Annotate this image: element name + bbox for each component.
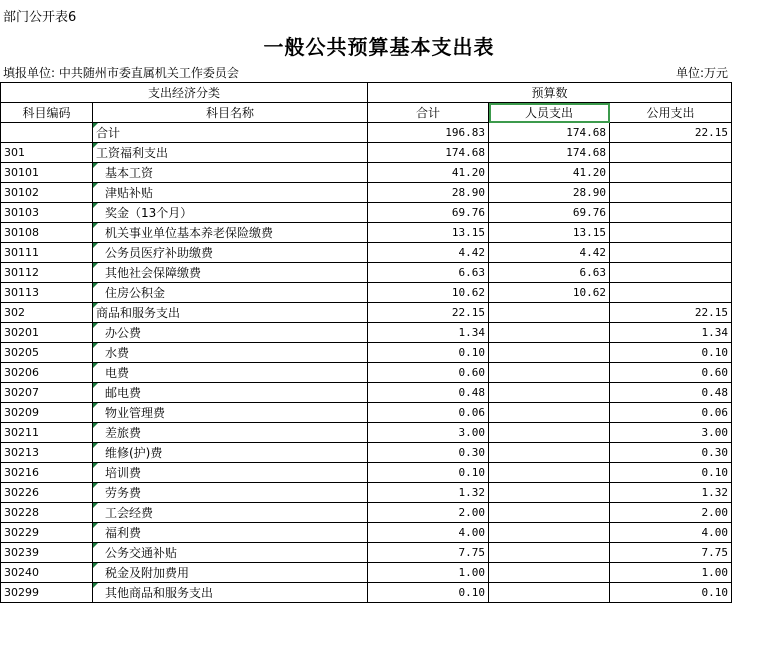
page-title: 一般公共预算基本支出表: [263, 35, 495, 59]
public-cell[interactable]: 22.15: [610, 303, 732, 323]
code-cell[interactable]: 30299: [1, 583, 93, 603]
total-cell[interactable]: 0.60: [368, 363, 489, 383]
code-cell[interactable]: 30239: [1, 543, 93, 563]
public-cell[interactable]: 0.10: [610, 343, 732, 363]
name-cell[interactable]: 住房公积金: [93, 283, 368, 303]
name-cell[interactable]: 水费: [93, 343, 368, 363]
total-cell[interactable]: 4.00: [368, 523, 489, 543]
public-cell[interactable]: [610, 263, 732, 283]
total-cell[interactable]: 0.30: [368, 443, 489, 463]
public-cell[interactable]: 1.34: [610, 323, 732, 343]
public-cell[interactable]: 0.06: [610, 403, 732, 423]
sheet-tag: 部门公开表6: [3, 10, 77, 25]
table-row: [1, 403, 732, 423]
table-row: [1, 463, 732, 483]
header-classification[interactable]: 支出经济分类: [1, 83, 368, 103]
public-cell[interactable]: 0.60: [610, 363, 732, 383]
public-cell[interactable]: 4.00: [610, 523, 732, 543]
code-cell[interactable]: 30226: [1, 483, 93, 503]
name-cell[interactable]: 税金及附加费用: [93, 563, 368, 583]
table-row: [1, 523, 732, 543]
table-row: [1, 263, 732, 283]
header-code[interactable]: 科目编码: [1, 103, 93, 123]
total-cell[interactable]: 6.63: [368, 263, 489, 283]
total-cell[interactable]: 1.00: [368, 563, 489, 583]
header-total[interactable]: 合计: [368, 103, 489, 123]
personnel-cell[interactable]: 41.20: [489, 163, 610, 183]
name-cell[interactable]: 公务员医疗补助缴费: [93, 243, 368, 263]
name-cell[interactable]: 奖金（13个月）: [93, 203, 368, 223]
name-cell[interactable]: 商品和服务支出: [93, 303, 368, 323]
public-cell[interactable]: [610, 203, 732, 223]
name-cell[interactable]: 工资福利支出: [93, 143, 368, 163]
header-public[interactable]: 公用支出: [610, 103, 732, 123]
personnel-cell[interactable]: 174.68: [489, 143, 610, 163]
reporting-unit: 填报单位: 中共随州市委直属机关工作委员会: [3, 66, 239, 80]
name-cell[interactable]: 其他社会保障缴费: [93, 263, 368, 283]
code-cell[interactable]: 30207: [1, 383, 93, 403]
name-cell[interactable]: 福利费: [93, 523, 368, 543]
personnel-cell[interactable]: [489, 443, 610, 463]
name-cell[interactable]: 差旅费: [93, 423, 368, 443]
name-cell[interactable]: 培训费: [93, 463, 368, 483]
name-cell[interactable]: 其他商品和服务支出: [93, 583, 368, 603]
personnel-cell[interactable]: 69.76: [489, 203, 610, 223]
personnel-cell[interactable]: [489, 383, 610, 403]
public-cell[interactable]: [610, 243, 732, 263]
name-cell[interactable]: 维修(护)费: [93, 443, 368, 463]
code-cell[interactable]: 30112: [1, 263, 93, 283]
code-cell[interactable]: 30111: [1, 243, 93, 263]
personnel-cell[interactable]: 13.15: [489, 223, 610, 243]
public-cell[interactable]: [610, 143, 732, 163]
table-row: [1, 323, 732, 343]
public-cell[interactable]: 3.00: [610, 423, 732, 443]
table-row: [1, 503, 732, 523]
total-cell[interactable]: 22.15: [368, 303, 489, 323]
table-row: [1, 383, 732, 403]
personnel-cell[interactable]: [489, 543, 610, 563]
table-row: [1, 543, 732, 563]
code-cell[interactable]: 30201: [1, 323, 93, 343]
personnel-cell[interactable]: [489, 483, 610, 503]
code-cell[interactable]: 30206: [1, 363, 93, 383]
public-cell[interactable]: [610, 183, 732, 203]
code-cell[interactable]: [1, 123, 93, 143]
name-cell[interactable]: 电费: [93, 363, 368, 383]
personnel-cell[interactable]: [489, 343, 610, 363]
name-cell[interactable]: 工会经费: [93, 503, 368, 523]
code-cell[interactable]: 301: [1, 143, 93, 163]
public-cell[interactable]: [610, 283, 732, 303]
code-cell[interactable]: 30211: [1, 423, 93, 443]
personnel-cell[interactable]: 4.42: [489, 243, 610, 263]
personnel-cell[interactable]: [489, 423, 610, 443]
personnel-cell[interactable]: [489, 523, 610, 543]
table-row: [1, 583, 732, 603]
total-cell[interactable]: 2.00: [368, 503, 489, 523]
name-cell[interactable]: 基本工资: [93, 163, 368, 183]
personnel-cell[interactable]: [489, 303, 610, 323]
total-cell[interactable]: 4.42: [368, 243, 489, 263]
header-budget[interactable]: 预算数: [368, 83, 732, 103]
code-cell[interactable]: 30209: [1, 403, 93, 423]
code-cell[interactable]: 30113: [1, 283, 93, 303]
public-cell[interactable]: 1.32: [610, 483, 732, 503]
code-cell[interactable]: 30102: [1, 183, 93, 203]
header-column-row: [1, 103, 732, 123]
personnel-cell[interactable]: [489, 323, 610, 343]
table-row: [1, 563, 732, 583]
name-cell[interactable]: 津贴补贴: [93, 183, 368, 203]
name-cell[interactable]: 公务交通补贴: [93, 543, 368, 563]
personnel-cell[interactable]: [489, 583, 610, 603]
personnel-cell[interactable]: [489, 563, 610, 583]
public-cell[interactable]: 0.10: [610, 463, 732, 483]
total-cell[interactable]: 1.34: [368, 323, 489, 343]
header-name[interactable]: 科目名称: [93, 103, 368, 123]
public-cell[interactable]: 2.00: [610, 503, 732, 523]
name-cell[interactable]: 办公费: [93, 323, 368, 343]
table-row: [1, 203, 732, 223]
budget-table: [0, 82, 732, 603]
total-cell[interactable]: 196.83: [368, 123, 489, 143]
table-row: [1, 123, 732, 143]
public-cell[interactable]: 7.75: [610, 543, 732, 563]
name-cell[interactable]: 合计: [93, 123, 368, 143]
personnel-cell[interactable]: [489, 503, 610, 523]
table-row: [1, 243, 732, 263]
total-cell[interactable]: 0.48: [368, 383, 489, 403]
table-row: [1, 443, 732, 463]
name-cell[interactable]: 邮电费: [93, 383, 368, 403]
personnel-cell[interactable]: 28.90: [489, 183, 610, 203]
table-row: [1, 163, 732, 183]
total-cell[interactable]: 69.76: [368, 203, 489, 223]
public-cell[interactable]: [610, 163, 732, 183]
personnel-cell[interactable]: [489, 363, 610, 383]
code-cell[interactable]: 30240: [1, 563, 93, 583]
total-cell[interactable]: 41.20: [368, 163, 489, 183]
public-cell[interactable]: 22.15: [610, 123, 732, 143]
code-cell[interactable]: 30229: [1, 523, 93, 543]
total-cell[interactable]: 0.06: [368, 403, 489, 423]
table-row: [1, 223, 732, 243]
total-cell[interactable]: 0.10: [368, 583, 489, 603]
public-cell[interactable]: 0.30: [610, 443, 732, 463]
code-cell[interactable]: 30216: [1, 463, 93, 483]
total-cell[interactable]: 0.10: [368, 343, 489, 363]
code-cell[interactable]: 30205: [1, 343, 93, 363]
table-row: [1, 143, 732, 163]
personnel-cell[interactable]: 10.62: [489, 283, 610, 303]
table-row: [1, 343, 732, 363]
table-row: [1, 423, 732, 443]
table-row: [1, 363, 732, 383]
header-group-row: [1, 83, 732, 103]
code-cell[interactable]: 30108: [1, 223, 93, 243]
personnel-cell[interactable]: 6.63: [489, 263, 610, 283]
table-row: [1, 483, 732, 503]
personnel-cell[interactable]: [489, 463, 610, 483]
total-cell[interactable]: 1.32: [368, 483, 489, 503]
total-cell[interactable]: 7.75: [368, 543, 489, 563]
currency-unit: 单位:万元: [675, 66, 728, 80]
table-row: [1, 183, 732, 203]
name-cell[interactable]: 劳务费: [93, 483, 368, 503]
personnel-cell[interactable]: [489, 403, 610, 423]
total-cell[interactable]: 28.90: [368, 183, 489, 203]
public-cell[interactable]: [610, 223, 732, 243]
public-cell[interactable]: 0.10: [610, 583, 732, 603]
total-cell[interactable]: 13.15: [368, 223, 489, 243]
total-cell[interactable]: 10.62: [368, 283, 489, 303]
name-cell[interactable]: 物业管理费: [93, 403, 368, 423]
code-cell[interactable]: 30228: [1, 503, 93, 523]
code-cell[interactable]: 30213: [1, 443, 93, 463]
public-cell[interactable]: 0.48: [610, 383, 732, 403]
table-row: [1, 303, 732, 323]
table-row: [1, 283, 732, 303]
name-cell[interactable]: 机关事业单位基本养老保险缴费: [93, 223, 368, 243]
total-cell[interactable]: 174.68: [368, 143, 489, 163]
header-personnel-selected-cell[interactable]: 人员支出: [489, 103, 610, 123]
code-cell[interactable]: 302: [1, 303, 93, 323]
personnel-cell[interactable]: 174.68: [489, 123, 610, 143]
total-cell[interactable]: 3.00: [368, 423, 489, 443]
code-cell[interactable]: 30103: [1, 203, 93, 223]
public-cell[interactable]: 1.00: [610, 563, 732, 583]
total-cell[interactable]: 0.10: [368, 463, 489, 483]
code-cell[interactable]: 30101: [1, 163, 93, 183]
